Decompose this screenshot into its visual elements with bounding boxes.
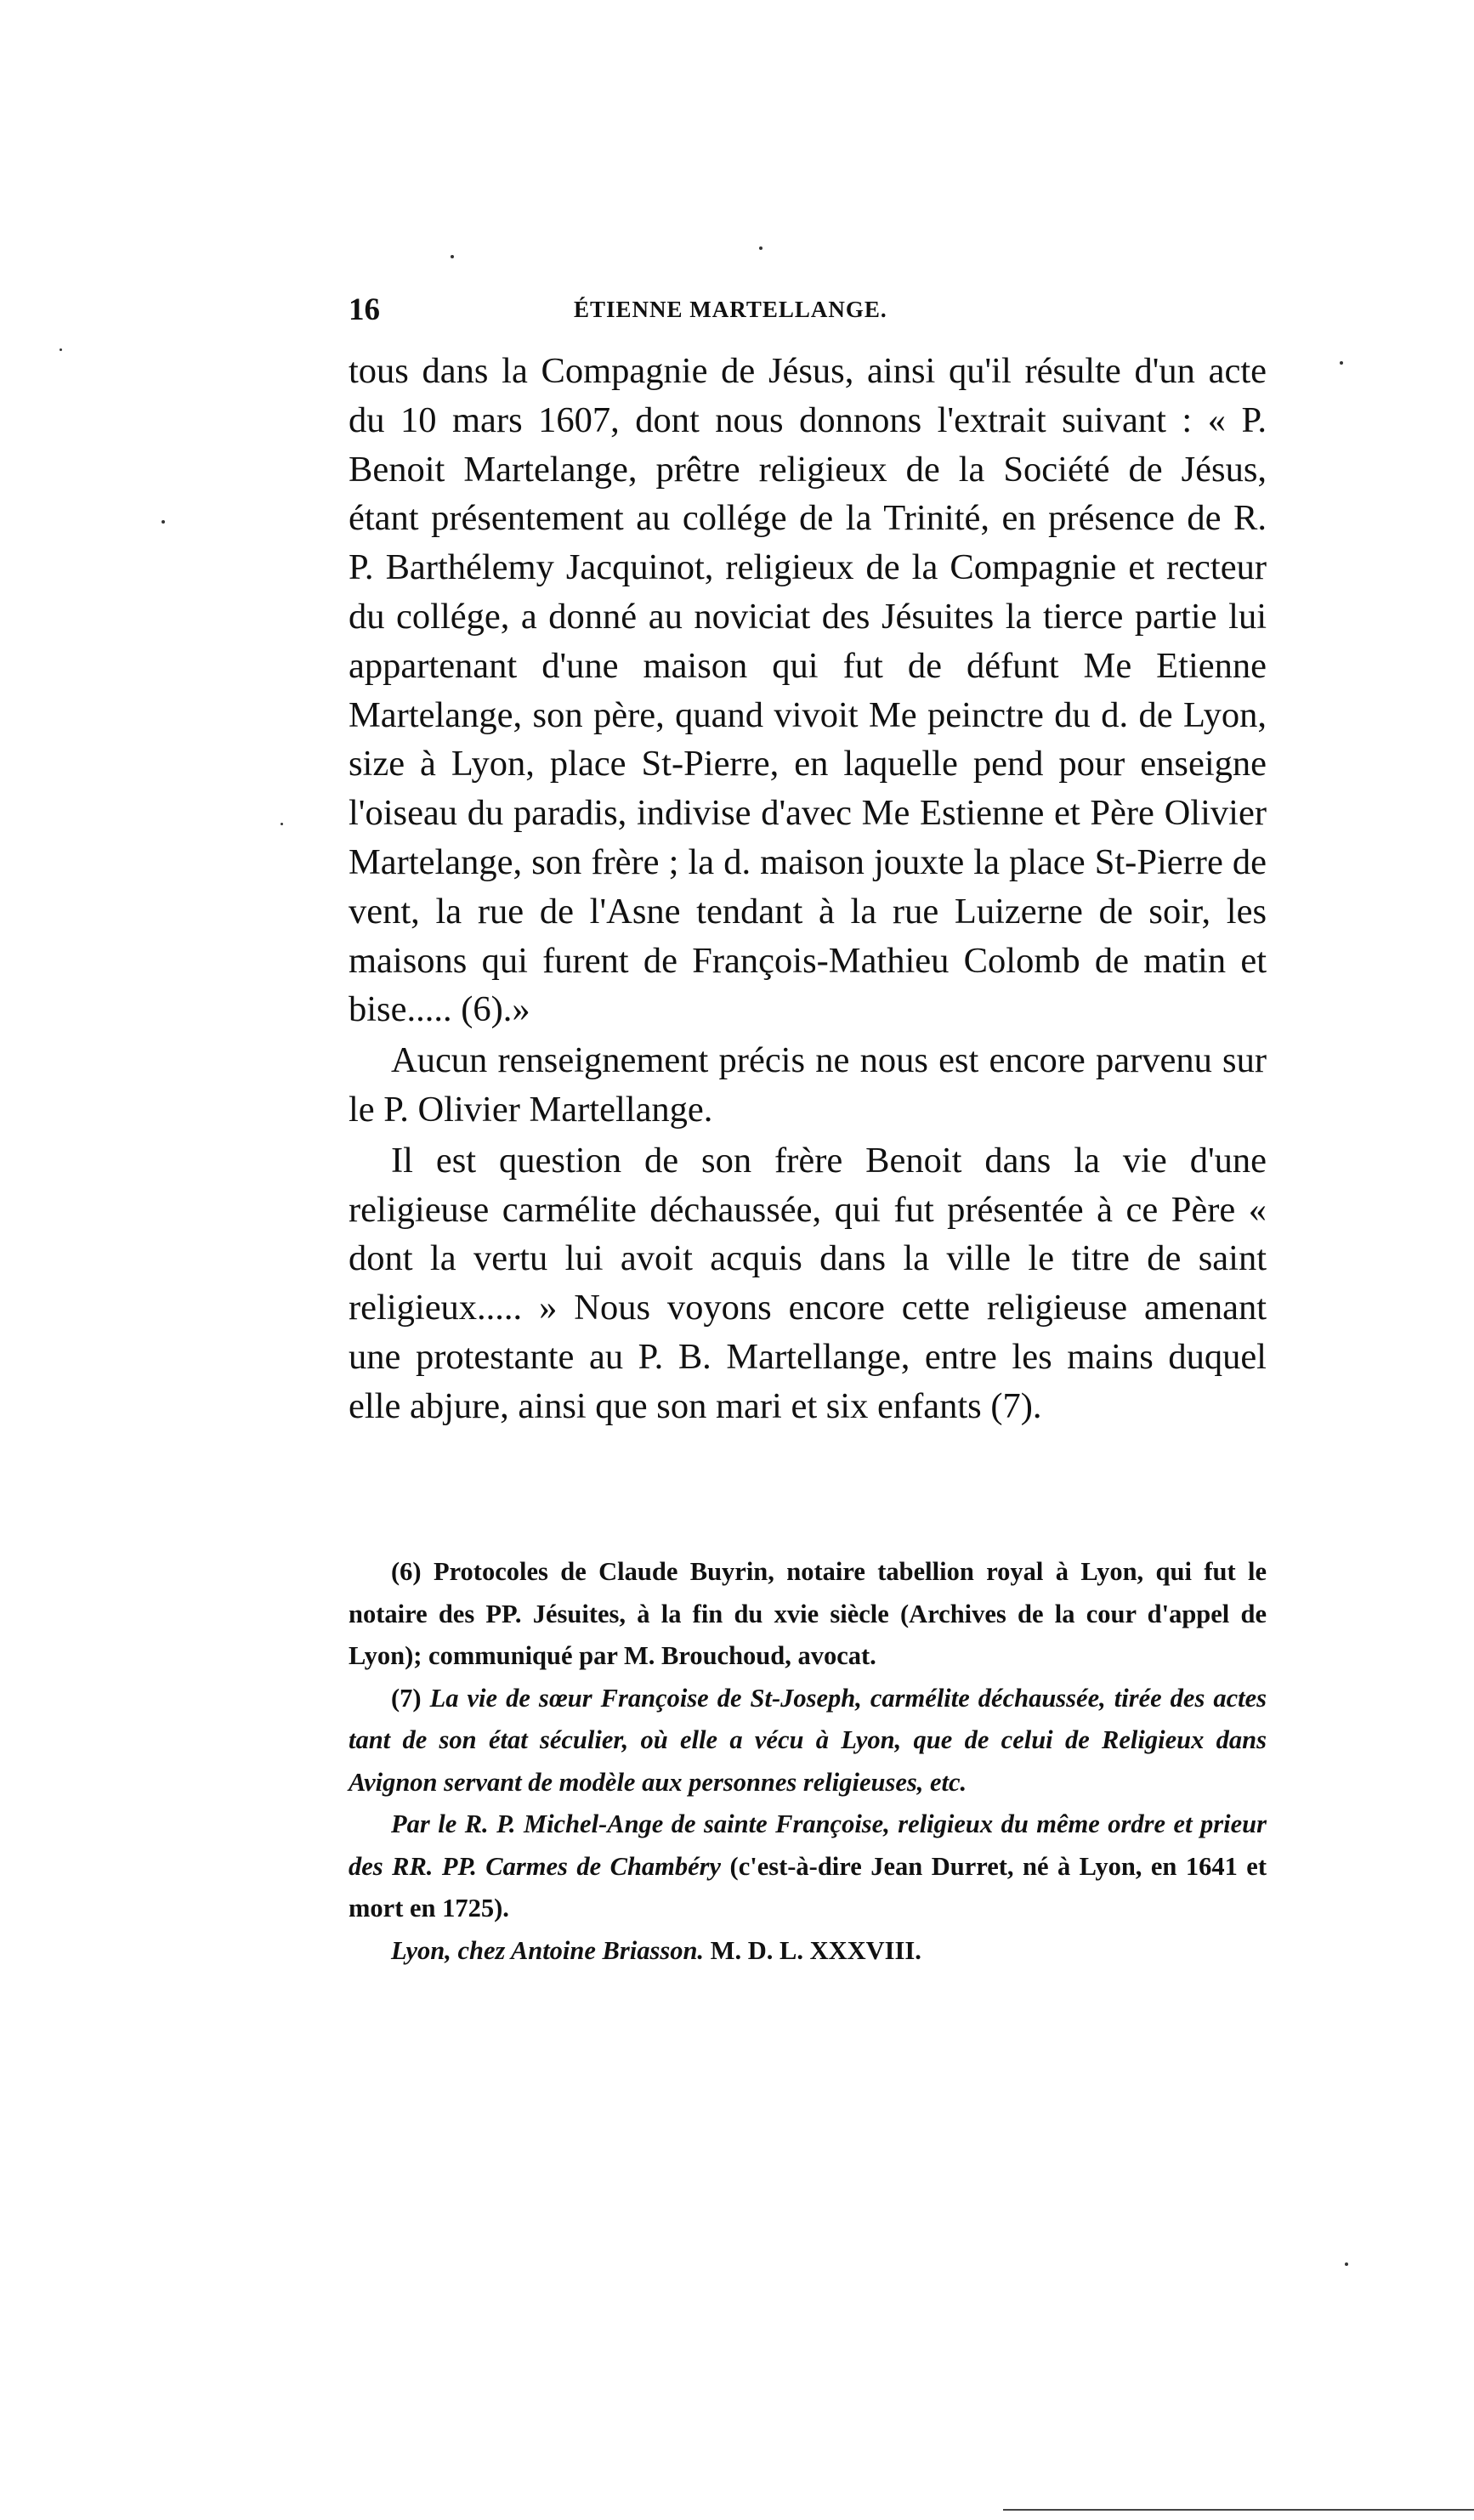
scan-speck [1340, 361, 1343, 365]
page-number: 16 [349, 292, 380, 327]
scan-speck [60, 348, 62, 351]
scan-edge-line [1003, 2509, 1474, 2511]
footnote-7-author [349, 1804, 1267, 1930]
paragraph-2: Aucun renseignement précis ne nous est encore parvenu sur le P. Olivier Martellange. [349, 1040, 1267, 1130]
footnote-6: (6) Protocoles de Claude Buyrin, notaire tabellion royal à Lyon, qui fut le notaire des PP. Jésuites, à la fin du xvie siècle (Archives de la cour d'appel de Lyon); communiqué par M. Brouchoud, avocat. [349, 1557, 1267, 1670]
scan-speck [1345, 2262, 1348, 2266]
footnote-7-marker: (7) [391, 1683, 422, 1713]
scan-speck [451, 255, 454, 258]
footnote-7-date: M. D. L. XXXVIII. [710, 1935, 921, 1965]
scan-speck [759, 246, 763, 250]
footnote-7-author-name: Par le R. P. Michel-Ange de sainte Françoise, religieux du même ordre et prieur des RR. PP. Carmes de Chambéry [349, 1809, 1267, 1881]
footnote-7-imprint [349, 1930, 1267, 1973]
paragraph-3: Il est question de son frère Benoit dans la vie d'une religieuse carmélite déchaussée, qui fut présentée à ce Père « dont la vertu lui avoit acquis dans la ville le titre de saint religieux..... » Nous voyons encore cette religieuse amenant une protestante au P. B. Martellange, entre les mains duquel elle abjure, ainsi que son mari et six enfants (7). [349, 1140, 1267, 1426]
paragraph-1: tous dans la Compagnie de Jésus, ainsi qu'il résulte d'un acte du 10 mars 1607, dont nous donnons l'extrait suivant : « P. Benoit Martelange, prêtre religieux de la Société de Jésus, étant présentement au collége de la Trinité, en présence de R. P. Barthélemy Jacquinot, religieux de la Compagnie et recteur du collége, a donné au noviciat des Jésuites la tierce partie lui appartenant d'une maison qui fut de défunt Me Etienne Martelange, son père, quand vivoit Me peinctre du d. de Lyon, size à Lyon, place St-Pierre, en laquelle pend pour enseigne l'oiseau du paradis, indivise d'avec Me Estienne et Père Olivier Martelange, son frère ; la d. maison jouxte la place St-Pierre de vent, la rue de l'Asne tendant à la rue Luizerne de soir, les maisons qui furent de François-Mathieu Colomb de matin et bise..... (6).» [349, 351, 1267, 1030]
footnote-7-author-detail: (c'est-à-dire Jean Durret, né à Lyon, en 1641 et mort en 1725). [349, 1851, 1267, 1923]
scan-speck [281, 823, 283, 825]
scan-speck [162, 520, 165, 524]
page-header [349, 292, 1267, 334]
footnote-7-title: La vie de sœur Françoise de St-Joseph, carmélite déchaussée, tirée des actes tant de son état séculier, où elle a vécu à Lyon, que de celui de Religieux dans Avignon servant de modèle aux personnes religieuses, etc. [349, 1683, 1267, 1797]
running-title: ÉTIENNE MARTELLANGE. [574, 297, 887, 322]
footnotes [349, 1551, 1267, 1972]
footnote-7 [349, 1678, 1267, 1804]
body-text [349, 347, 1267, 1433]
footnote-7-publisher: Lyon, chez Antoine Briasson. [391, 1935, 705, 1965]
